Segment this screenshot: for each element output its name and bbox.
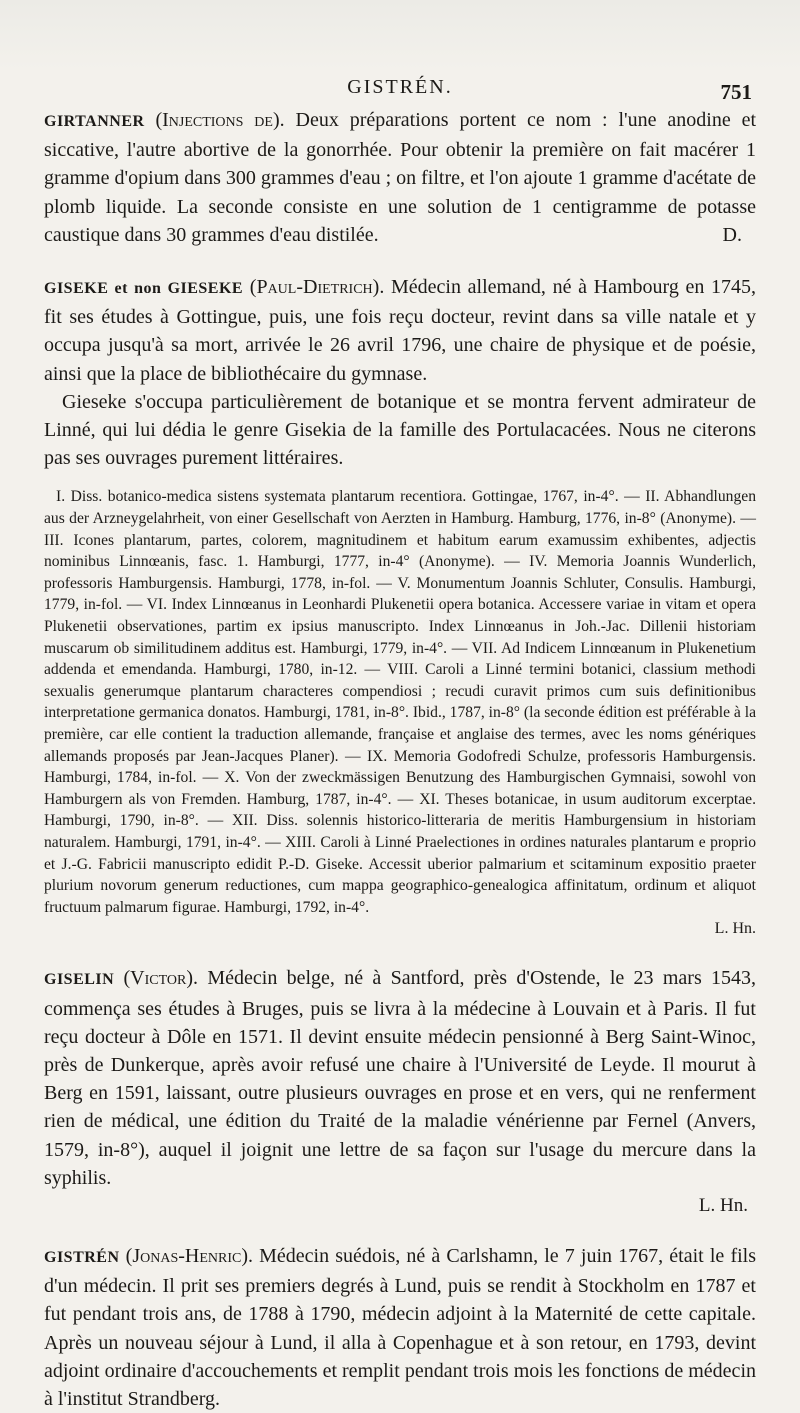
show-through-bleed	[0, 0, 800, 70]
entry-girtanner	[44, 106, 756, 249]
page-number: 751	[720, 80, 752, 104]
entry-paragraph	[44, 964, 756, 1192]
entry-qualifier: (Victor).	[123, 967, 199, 990]
entry-headword: GISTRÉN	[44, 1248, 120, 1266]
entry-paragraph	[44, 106, 756, 249]
entry-paragraph-2: Gieseke s'occupa particulièrement de botanique et se montra fervent admirateur de Linné, qui lui dédia le genre Gisekia de la famille des Portulacacées. Nous ne citerons pas ses ouvrages purement littéraires.	[44, 390, 756, 470]
entry-qualifier: (Injections de).	[155, 109, 285, 131]
entry-signature: D.	[722, 223, 742, 246]
entry-giseke	[44, 273, 756, 940]
running-head	[44, 72, 756, 106]
entry-signature: L. Hn.	[714, 920, 756, 938]
entry-text: Médecin suédois, né à Carlshamn, le 7 juin 1767, était le fils d'un médecin. Il prit ses premiers degrés à Lund, puis se rendit à Stockholm en 1787 et fut pendant trois ans, de 1788 à 1790, médecin adjoint à la Maternité de cette capitale. Après un nouveau séjour à Lund, il alla à Copenhague et à son retour, en 1793, devint adjoint ordinaire d'accouchements et remplit pendant trois mois les fonctions de médecin à l'institut Strandberg.	[44, 1244, 756, 1410]
entry-text: Deux préparations portent ce nom : l'une anodine et siccative, l'autre abortive de la gonorrhée. Pour obtenir la première on fait macérer 1 gramme d'opium dans 300 grammes d'eau ; on filtre, et l'on ajoute 1 gramme d'acétate de plomb liquide. La seconde consiste en une solution de 1 centigramme de potasse caustique dans 30 grammes d'eau distilée.	[44, 109, 757, 246]
running-title: GISTRÉN.	[347, 76, 453, 98]
entry-headword: GISELIN	[44, 971, 115, 989]
entry-qualifier: (Paul-Dietrich).	[249, 276, 385, 299]
entry-paragraph	[44, 1242, 756, 1413]
entry-headword: GIRTANNER	[44, 113, 145, 130]
dictionary-page	[44, 72, 756, 1413]
entry-headword: GISEKE et non GIESEKE	[44, 280, 244, 298]
entry-text: Médecin belge, né à Santford, près d'Ostende, le 23 mars 1543, commença ses études à Bruges, puis se livra à la médecine à Louvain et à Paris. Il fut reçu docteur à Dôle en 1571. Il devint ensuite médecin pensionné à Berg Saint-Winoc, près de Dunkerque, après avoir refusé une chaire à l'Université de Leyde. Il mourut à Berg en 1591, laissant, outre plusieurs ouvrages en prose et en vers, qui ne renferment rien de médical, une édition du Traité de la maladie vénérienne par Fernel (Anvers, 1579, in-8°), auquel il joignit une lettre de sa façon sur l'usage du mercure dans la syphilis.	[44, 967, 757, 1189]
entry-gistren	[44, 1242, 756, 1413]
entry-paragraph	[44, 273, 756, 388]
bibliography: I. Diss. botanico-medica sistens systemata plantarum recentiora. Gottingae, 1767, in-4°. — II. Abhandlungen aus der Arzneygelahrheit, von einer Gesellschaft von Aerzten in Hamburg. Hamburg, 1776, in-8° (Anonyme). — III. Icones plantarum, partes, colorem, magnitudinem et habitum earum examussim exhibentes, adjectis nominibus Linnœanis, fasc. 1. Hamburgi, 1777, in-4° (Anonyme). — IV. Memoria Joannis Wunderlich, professoris Hamburgensis. Hamburgi, 1778, in-fol. — V. Monumentum Joannis Schluter, Consulis. Hamburgi, 1779, in-fol. — VI. Index Linnœanus in Leonhardi Plukenetii opera botanica. Accessere variae in vitam et opera Plukenetii observationes, partim ex ipsius manuscripto. Index Linnœanus in Joh.-Jac. Dillenii historiam muscarum ob similitudinem additus est. Hamburgi, 1779, in-4°. — VII. Ad Indicem Linnœanum in Plukenetium addenda et emendanda. Hamburgi, 1780, in-12. — VIII. Caroli a Linné termini botanici, classium methodi sexualis generumque plantarum characteres compendiosi ; recudi curavit primos cum suis definitionibus interpretatione germanica donatos. Hamburgi, 1781, in-8°. Ibid., 1787, in-8° (la seconde édition est préférable à la première, car elle contient la traduction allemande, française et anglaise des termes, avec les noms génériques allemands proposés par Jean-Jacques Planer). — IX. Memoria Godofredi Schulze, professoris Hamburgensis. Hamburgi, 1784, in-fol. — X. Von der zweckmässigen Benutzung des Hamburgischen Gymnaisi, sowohl von Hamburgern als von Fremden. Hamburg, 1787, in-4°. — XI. Theses botanicae, in usum auditorum excerptae. Hamburgi, 1790, in-8°. — XII. Diss. solennis historico-litteraria de meritis Hamburgensium in historiam naturalem. Hamburgi, 1791, in-4°. — XIII. Caroli à Linné Praelectiones in ordines naturales plantarum e proprio et J.-G. Fabricii manuscripto edidit P.-D. Giseke. Accessit uberior palmarium et scitaminum expositio praeter plurium novorum generum reductiones, cum mappa geographico-genealogica affinitatum, ordinum et aliquot fructuum palmarum figurae. Hamburgi, 1792, in-4°.	[44, 488, 756, 916]
entry-qualifier: (Jonas-Henric).	[125, 1244, 253, 1267]
entry-signature: L. Hn.	[698, 1194, 748, 1216]
entry-giselin	[44, 964, 756, 1220]
entry-text: Médecin allemand, né à Hambourg en 1745, fit ses études à Gottingue, puis, une fois reçu docteur, revint dans sa ville natale et y occupa jusqu'à sa mort, arrivée le 26 avril 1796, une chaire de physique et de poésie, ainsi que la place de bibliothécaire du gymnase.	[44, 276, 757, 385]
